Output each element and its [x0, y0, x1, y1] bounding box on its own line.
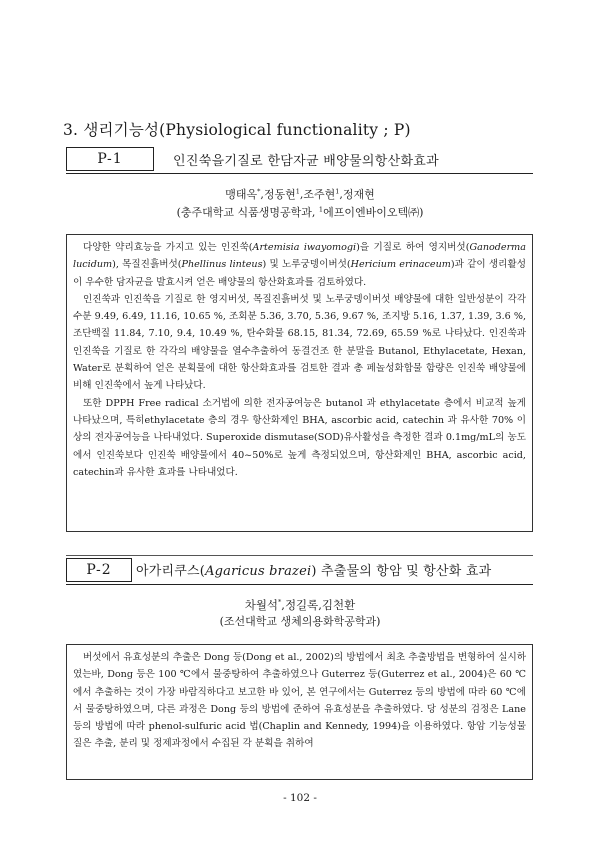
author-list	[67, 186, 533, 202]
author-name: 맹태옥	[225, 188, 258, 201]
author-name: ,정동현	[260, 188, 296, 201]
author-list	[67, 597, 533, 613]
abstract-paragraph: 또한 DPPH Free radical 소거법에 의한 전자공여능은 butanol 과 ethylacetate 층에서 비교적 높게 나타났으며, 특히ethylacetate 층의 경우 항산화제인 BHA, ascorbic acid, catechin 과 유사한 70% 이상의 전자공여능을 나타내었다. Superoxide dismutase(SOD)유사활성을 측정한 결과 0.1mg/mL의 농도에서 인진쑥보다 인진쑥 배양물에서 40~50%로 높게 측정되었으며, 항산화제인 BHA, ascorbic acid, catechin과 유사한 효과를 나타내었다.	[73, 397, 526, 478]
author-name: ,정재현	[339, 188, 375, 201]
author-name: 차월석	[244, 598, 279, 612]
author-mark: 1	[295, 187, 300, 196]
affiliation	[67, 204, 533, 220]
affiliation: (조선대학교 생체의용화학공학과)	[219, 615, 381, 628]
affiliation-mark: 1	[318, 205, 324, 214]
separator-rule	[66, 555, 533, 556]
abstract-box	[66, 644, 533, 780]
abstract-text: )을 기질로 하여 영지버섯(	[356, 242, 470, 253]
section-heading: 3. 생리기능성(Physiological functionality ; P)	[63, 121, 411, 139]
paper-code-box: P-1	[66, 147, 154, 171]
species-name: Agaricus brazei	[205, 564, 312, 579]
species-name: Hericium erinaceum	[350, 259, 451, 271]
author-mark: 1	[335, 187, 340, 196]
author-mark: *	[257, 187, 261, 196]
title-text: 아가리쿠스(	[136, 564, 206, 579]
abstract-paragraph: 버섯에서 유효성분의 추출은 Dong 등(Dong et al., 2002)의 방법에서 최초 추출방법을 변형하여 실시하였는바, Dong 등은 100 ℃에서 물중탕하여 추출하였으나 Guterrez 등(Guterrez et al., 2004)은 60 ℃에서 추출하는 것이 가장 바람직하다고 보고한 바 있어, 본 연구에서는 Guterrez 등의 방법에 따라 60 ℃에서 물중탕하였으며, 다른 과정은 Dong 등의 방법에 준하여 유효성분을 추출하였다. 당 성분의 검정은 Lane 등의 방법에 따라 phenol-sulfuric acid 법(Chaplin and Kennedy, 1994)을 이용하였다. 항암 기능성물질은 추출, 분리 및 정제과정에서 수집된 각 분획을 취하여	[73, 652, 526, 750]
paper-title	[136, 560, 491, 579]
species-name: Ganoderma lucidum	[73, 242, 526, 271]
abstract-paragraph: 인진쑥과 인진쑥을 기질로 한 영지버섯, 목질진흙버섯 및 노루궁뎅이버섯 배양물에 대한 일반성분이 각각 수분 9.49, 6.49, 11.16, 10.65 %, 조회분 5.36, 3.70, 5.36, 9.67 %, 조지방 5.16, 1.37, 1.39, 3.6 %, 조단백질 11.84, 7.10, 9.4, 10.49 %, 탄수화물 68.15, 81.34, 72.69, 65.59 %로 나타났다. 인진쑥과 인진쑥을 기질로 한 각각의 배양물을 열수추출하여 동결건조 한 분말을 Butanol, Ethylacetate, Hexan, Water로 분획하여 얻은 분획물에 대한 항산화효과를 검토한 결과 총 페놀성화합물 함량은 인진쑥 배양물에 비해 인진쑥에서 높게 나타났다.	[73, 293, 526, 392]
abstract-text: )과 같이 생리활성이 우수한 담자균을 발효시켜 얻은 배양물의 항산화효과를 검토하였다.	[73, 259, 526, 288]
species-name: Phellinus linteus	[181, 259, 263, 271]
abstract-paragraph	[73, 239, 526, 291]
header-rule	[66, 173, 533, 174]
abstract-text: ), 목질진흙버섯(	[112, 259, 182, 271]
title-text: ) 추출물의 항암 및 항산화 효과	[311, 564, 492, 579]
paper-code-box: P-2	[66, 558, 132, 582]
header-rule	[66, 584, 533, 585]
affiliation-text: (충주대학교 식품생명공학과,	[176, 206, 319, 219]
species-name: Artemisia iwayomogi	[252, 242, 357, 253]
page-number: - 102 -	[283, 792, 317, 804]
affiliation-text: 에프이엔바이오텍㈜)	[323, 206, 424, 219]
author-mark: *	[278, 598, 282, 607]
abstract-text: 다양한 약리효능을 가지고 있는 인진쑥(	[83, 242, 253, 253]
author-name: ,정길록,김천환	[281, 598, 356, 612]
paper-title: 인진쑥을기질로 한담자균 배양물의항산화효과	[173, 154, 440, 169]
abstract-text: ) 및 노루궁뎅이버섯(	[262, 259, 351, 271]
author-name: ,조주현	[299, 188, 336, 201]
abstract-box	[66, 234, 533, 532]
